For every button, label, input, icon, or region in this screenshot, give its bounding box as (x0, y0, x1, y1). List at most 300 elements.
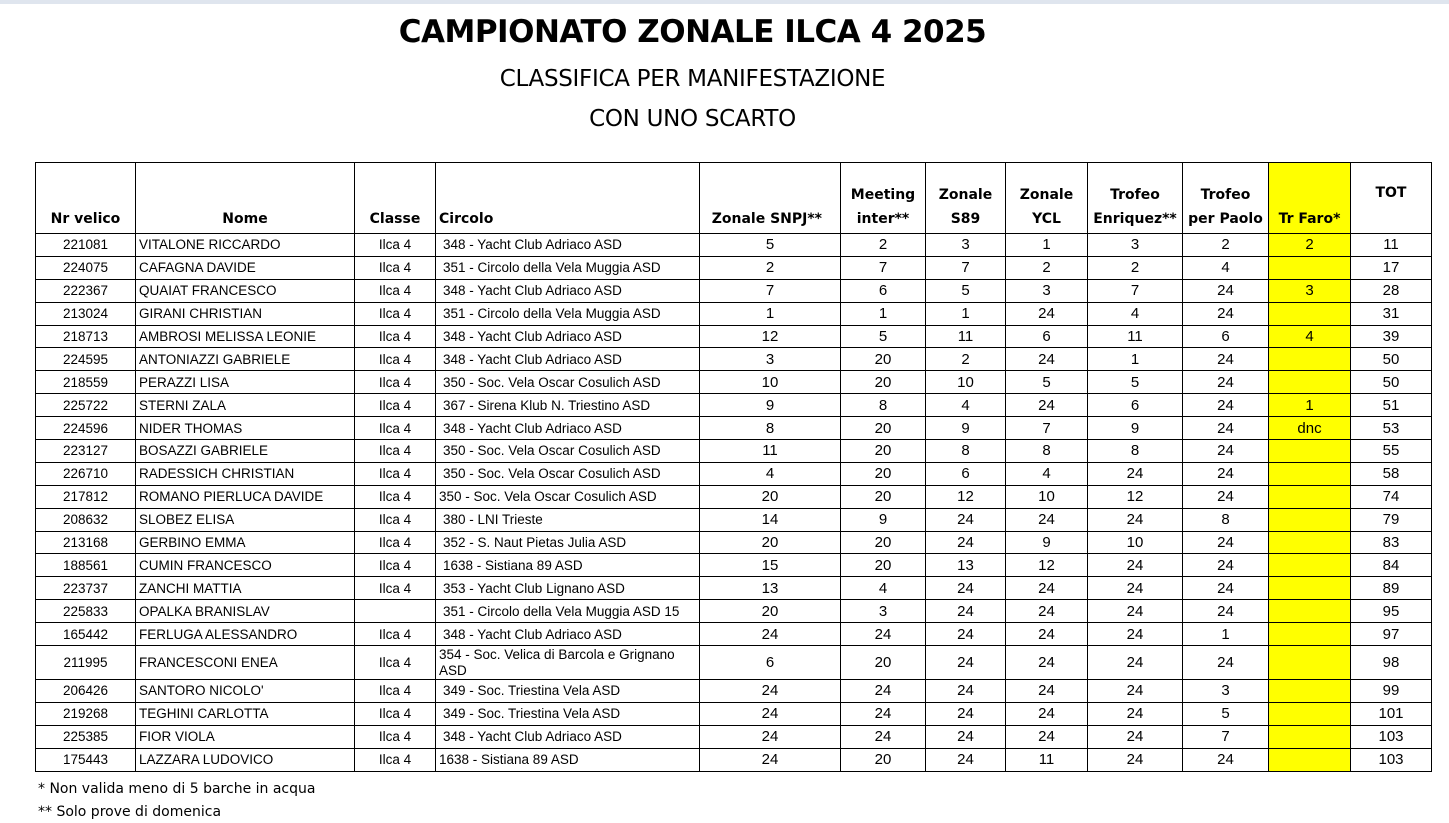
cell-circolo: 348 - Yacht Club Adriaco ASD (436, 623, 700, 646)
cell-trofeo-paolo: 24 (1183, 531, 1269, 554)
cell-zonale-ycl: 8 (1006, 440, 1088, 463)
cell-meeting: 20 (841, 531, 926, 554)
cell-zonale-s89: 13 (926, 554, 1006, 577)
header-meeting-line1: Meeting (850, 187, 916, 203)
cell-trofeo-paolo: 24 (1183, 462, 1269, 485)
cell-tot: 103 (1351, 748, 1432, 771)
cell-circolo: 1638 - Sistiana 89 ASD (436, 748, 700, 771)
cell-circolo: 352 - S. Naut Pietas Julia ASD (436, 531, 700, 554)
cell-nome: ROMANO PIERLUCA DAVIDE (136, 485, 355, 508)
cell-zonale-s89: 3 (926, 234, 1006, 257)
table-row (36, 531, 1432, 554)
cell-classe: Ilca 4 (355, 279, 436, 302)
header-tot: TOT (1351, 163, 1432, 234)
cell-tr-faro (1269, 256, 1351, 279)
cell-zonale-s89: 24 (926, 623, 1006, 646)
cell-nr: 223737 (36, 577, 136, 600)
cell-tot: 55 (1351, 440, 1432, 463)
cell-zonale-ycl: 24 (1006, 725, 1088, 748)
cell-trofeo-paolo: 8 (1183, 508, 1269, 531)
cell-nome: SLOBEZ ELISA (136, 508, 355, 531)
results-table (35, 162, 1432, 772)
cell-trofeo-enriquez: 9 (1088, 417, 1183, 440)
cell-circolo: 348 - Yacht Club Adriaco ASD (436, 417, 700, 440)
top-edge (0, 0, 1449, 4)
cell-zonale-s89: 1 (926, 302, 1006, 325)
header-trofeo-paolo (1183, 163, 1269, 234)
cell-zonale-snpj: 24 (700, 680, 841, 703)
cell-tot: 101 (1351, 702, 1432, 725)
cell-classe: Ilca 4 (355, 508, 436, 531)
cell-trofeo-enriquez: 8 (1088, 440, 1183, 463)
cell-meeting: 20 (841, 417, 926, 440)
cell-zonale-snpj: 14 (700, 508, 841, 531)
cell-zonale-s89: 4 (926, 394, 1006, 417)
cell-tot: 28 (1351, 279, 1432, 302)
cell-tr-faro (1269, 440, 1351, 463)
cell-zonale-s89: 2 (926, 348, 1006, 371)
cell-tr-faro (1269, 748, 1351, 771)
cell-nome: FIOR VIOLA (136, 725, 355, 748)
cell-trofeo-paolo: 6 (1183, 325, 1269, 348)
header-enriquez-line1: Trofeo (1110, 187, 1160, 203)
table-row (36, 234, 1432, 257)
cell-nome: NIDER THOMAS (136, 417, 355, 440)
table-row (36, 600, 1432, 623)
header-ycl-line2: YCL (1032, 211, 1061, 227)
cell-meeting: 1 (841, 302, 926, 325)
cell-zonale-ycl: 10 (1006, 485, 1088, 508)
cell-nr: 217812 (36, 485, 136, 508)
page-title: CAMPIONATO ZONALE ILCA 4 2025 (398, 14, 987, 50)
cell-trofeo-enriquez: 24 (1088, 680, 1183, 703)
header-row (36, 163, 1432, 234)
cell-nr: 221081 (36, 234, 136, 257)
cell-tot: 58 (1351, 462, 1432, 485)
cell-circolo: 349 - Soc. Triestina Vela ASD (436, 702, 700, 725)
cell-tr-faro (1269, 600, 1351, 623)
cell-tot: 97 (1351, 623, 1432, 646)
header-circolo: Circolo (436, 163, 700, 234)
cell-nr: 165442 (36, 623, 136, 646)
cell-tot: 50 (1351, 371, 1432, 394)
header-zonale-ycl (1006, 163, 1088, 234)
cell-nr: 224075 (36, 256, 136, 279)
cell-tr-faro (1269, 531, 1351, 554)
header-meeting (841, 163, 926, 234)
cell-zonale-snpj: 11 (700, 440, 841, 463)
cell-zonale-snpj: 24 (700, 748, 841, 771)
cell-trofeo-paolo: 5 (1183, 702, 1269, 725)
cell-meeting: 8 (841, 394, 926, 417)
cell-zonale-ycl: 24 (1006, 394, 1088, 417)
cell-zonale-snpj: 20 (700, 485, 841, 508)
cell-trofeo-enriquez: 2 (1088, 256, 1183, 279)
cell-tr-faro (1269, 371, 1351, 394)
cell-circolo: 350 - Soc. Vela Oscar Cosulich ASD (436, 440, 700, 463)
cell-circolo: 350 - Soc. Vela Oscar Cosulich ASD (436, 371, 700, 394)
table-row (36, 702, 1432, 725)
cell-trofeo-enriquez: 5 (1088, 371, 1183, 394)
cell-zonale-snpj: 1 (700, 302, 841, 325)
cell-zonale-ycl: 3 (1006, 279, 1088, 302)
cell-zonale-snpj: 10 (700, 371, 841, 394)
cell-classe: Ilca 4 (355, 394, 436, 417)
cell-nome: QUAIAT FRANCESCO (136, 279, 355, 302)
cell-zonale-ycl: 24 (1006, 302, 1088, 325)
header-paolo-line2: per Paolo (1188, 211, 1263, 227)
cell-circolo: 354 - Soc. Velica di Barcola e Grignano ASD (436, 646, 700, 680)
cell-nome: PERAZZI LISA (136, 371, 355, 394)
cell-nr: 223127 (36, 440, 136, 463)
cell-trofeo-paolo: 1 (1183, 623, 1269, 646)
cell-meeting: 2 (841, 234, 926, 257)
cell-trofeo-enriquez: 4 (1088, 302, 1183, 325)
cell-classe: Ilca 4 (355, 440, 436, 463)
table-row (36, 440, 1432, 463)
table-row (36, 680, 1432, 703)
cell-nr: 219268 (36, 702, 136, 725)
cell-nome: GIRANI CHRISTIAN (136, 302, 355, 325)
cell-tr-faro (1269, 508, 1351, 531)
page-subtitle-2: CON UNO SCARTO (589, 106, 796, 132)
cell-zonale-snpj: 13 (700, 577, 841, 600)
cell-tr-faro (1269, 554, 1351, 577)
cell-meeting: 24 (841, 623, 926, 646)
cell-zonale-s89: 7 (926, 256, 1006, 279)
cell-nome: FERLUGA ALESSANDRO (136, 623, 355, 646)
cell-trofeo-enriquez: 1 (1088, 348, 1183, 371)
cell-zonale-s89: 24 (926, 508, 1006, 531)
cell-meeting: 20 (841, 554, 926, 577)
cell-zonale-ycl: 2 (1006, 256, 1088, 279)
table-row (36, 462, 1432, 485)
cell-nome: CAFAGNA DAVIDE (136, 256, 355, 279)
cell-tot: 83 (1351, 531, 1432, 554)
header-zonale-snpj: Zonale SNPJ** (700, 163, 841, 234)
cell-classe (355, 600, 436, 623)
cell-zonale-ycl: 24 (1006, 680, 1088, 703)
header-enriquez-line2: Enriquez** (1093, 211, 1177, 227)
header-classe: Classe (355, 163, 436, 234)
table-row (36, 394, 1432, 417)
cell-tot: 99 (1351, 680, 1432, 703)
cell-meeting: 7 (841, 256, 926, 279)
cell-tr-faro (1269, 623, 1351, 646)
cell-nr: 208632 (36, 508, 136, 531)
cell-tr-faro (1269, 302, 1351, 325)
cell-classe: Ilca 4 (355, 462, 436, 485)
cell-trofeo-paolo: 24 (1183, 485, 1269, 508)
cell-nr: 206426 (36, 680, 136, 703)
table-row (36, 646, 1432, 680)
cell-meeting: 24 (841, 680, 926, 703)
cell-tot: 95 (1351, 600, 1432, 623)
cell-tr-faro: 2 (1269, 234, 1351, 257)
cell-zonale-snpj: 24 (700, 725, 841, 748)
table-row (36, 577, 1432, 600)
footnote-1: * Non valida meno di 5 barche in acqua (38, 781, 316, 797)
cell-zonale-s89: 24 (926, 748, 1006, 771)
cell-tr-faro (1269, 646, 1351, 680)
cell-zonale-ycl: 24 (1006, 646, 1088, 680)
cell-trofeo-enriquez: 24 (1088, 646, 1183, 680)
cell-trofeo-paolo: 24 (1183, 554, 1269, 577)
cell-zonale-ycl: 24 (1006, 348, 1088, 371)
cell-circolo: 350 - Soc. Vela Oscar Cosulich ASD (436, 462, 700, 485)
cell-nr: 213168 (36, 531, 136, 554)
cell-zonale-s89: 24 (926, 531, 1006, 554)
cell-trofeo-paolo: 24 (1183, 302, 1269, 325)
table-row (36, 256, 1432, 279)
cell-tot: 74 (1351, 485, 1432, 508)
cell-nr: 225385 (36, 725, 136, 748)
cell-zonale-snpj: 7 (700, 279, 841, 302)
cell-meeting: 20 (841, 748, 926, 771)
cell-tr-faro (1269, 680, 1351, 703)
cell-zonale-snpj: 2 (700, 256, 841, 279)
cell-meeting: 4 (841, 577, 926, 600)
cell-trofeo-enriquez: 7 (1088, 279, 1183, 302)
cell-zonale-s89: 24 (926, 702, 1006, 725)
cell-tr-faro: 3 (1269, 279, 1351, 302)
cell-zonale-s89: 6 (926, 462, 1006, 485)
table-row (36, 417, 1432, 440)
header-trofeo-enriquez (1088, 163, 1183, 234)
table-row (36, 554, 1432, 577)
cell-tr-faro (1269, 725, 1351, 748)
cell-meeting: 20 (841, 348, 926, 371)
cell-nr: 213024 (36, 302, 136, 325)
cell-trofeo-enriquez: 24 (1088, 577, 1183, 600)
cell-zonale-s89: 24 (926, 577, 1006, 600)
cell-zonale-snpj: 24 (700, 702, 841, 725)
cell-trofeo-paolo: 24 (1183, 748, 1269, 771)
cell-zonale-ycl: 24 (1006, 600, 1088, 623)
cell-tot: 98 (1351, 646, 1432, 680)
table-row (36, 485, 1432, 508)
cell-tr-faro (1269, 485, 1351, 508)
cell-classe: Ilca 4 (355, 680, 436, 703)
cell-circolo: 353 - Yacht Club Lignano ASD (436, 577, 700, 600)
cell-meeting: 20 (841, 646, 926, 680)
cell-nr: 218559 (36, 371, 136, 394)
cell-nome: CUMIN FRANCESCO (136, 554, 355, 577)
cell-tot: 89 (1351, 577, 1432, 600)
cell-nr: 225833 (36, 600, 136, 623)
cell-nr: 224596 (36, 417, 136, 440)
header-paolo-line1: Trofeo (1200, 187, 1251, 203)
cell-nome: VITALONE RICCARDO (136, 234, 355, 257)
cell-trofeo-paolo: 7 (1183, 725, 1269, 748)
header-meeting-line2: inter** (856, 211, 910, 227)
cell-meeting: 9 (841, 508, 926, 531)
cell-trofeo-paolo: 24 (1183, 394, 1269, 417)
cell-zonale-s89: 24 (926, 680, 1006, 703)
cell-circolo: 348 - Yacht Club Adriaco ASD (436, 234, 700, 257)
cell-classe: Ilca 4 (355, 234, 436, 257)
header-tr-faro: Tr Faro* (1269, 163, 1351, 234)
cell-classe: Ilca 4 (355, 485, 436, 508)
cell-zonale-s89: 5 (926, 279, 1006, 302)
cell-circolo: 348 - Yacht Club Adriaco ASD (436, 725, 700, 748)
header-s89-line2: S89 (950, 211, 981, 227)
cell-meeting: 24 (841, 725, 926, 748)
cell-circolo: 348 - Yacht Club Adriaco ASD (436, 325, 700, 348)
cell-nr: 222367 (36, 279, 136, 302)
cell-circolo: 351 - Circolo della Vela Muggia ASD 15 (436, 600, 700, 623)
cell-nome: BOSAZZI GABRIELE (136, 440, 355, 463)
cell-zonale-snpj: 3 (700, 348, 841, 371)
cell-zonale-ycl: 12 (1006, 554, 1088, 577)
cell-trofeo-paolo: 2 (1183, 234, 1269, 257)
cell-trofeo-enriquez: 24 (1088, 462, 1183, 485)
cell-tot: 103 (1351, 725, 1432, 748)
cell-zonale-snpj: 8 (700, 417, 841, 440)
cell-classe: Ilca 4 (355, 417, 436, 440)
cell-zonale-snpj: 24 (700, 623, 841, 646)
table-row (36, 371, 1432, 394)
cell-classe: Ilca 4 (355, 725, 436, 748)
cell-zonale-s89: 9 (926, 417, 1006, 440)
cell-tot: 39 (1351, 325, 1432, 348)
cell-trofeo-paolo: 24 (1183, 279, 1269, 302)
cell-circolo: 349 - Soc. Triestina Vela ASD (436, 680, 700, 703)
cell-nome: SANTORO NICOLO' (136, 680, 355, 703)
cell-classe: Ilca 4 (355, 623, 436, 646)
cell-circolo: 350 - Soc. Vela Oscar Cosulich ASD (436, 485, 700, 508)
cell-tr-faro: 1 (1269, 394, 1351, 417)
cell-zonale-s89: 11 (926, 325, 1006, 348)
cell-circolo: 348 - Yacht Club Adriaco ASD (436, 279, 700, 302)
cell-trofeo-paolo: 24 (1183, 371, 1269, 394)
cell-meeting: 3 (841, 600, 926, 623)
cell-zonale-snpj: 5 (700, 234, 841, 257)
cell-tr-faro: 4 (1269, 325, 1351, 348)
cell-zonale-ycl: 5 (1006, 371, 1088, 394)
cell-trofeo-enriquez: 10 (1088, 531, 1183, 554)
cell-zonale-ycl: 9 (1006, 531, 1088, 554)
cell-trofeo-enriquez: 3 (1088, 234, 1183, 257)
cell-circolo: 351 - Circolo della Vela Muggia ASD (436, 256, 700, 279)
cell-trofeo-enriquez: 12 (1088, 485, 1183, 508)
cell-zonale-snpj: 20 (700, 531, 841, 554)
cell-zonale-s89: 12 (926, 485, 1006, 508)
cell-nome: FRANCESCONI ENEA (136, 646, 355, 680)
header-nr: Nr velico (36, 163, 136, 234)
cell-nome: GERBINO EMMA (136, 531, 355, 554)
cell-nome: TEGHINI CARLOTTA (136, 702, 355, 725)
cell-meeting: 5 (841, 325, 926, 348)
cell-meeting: 20 (841, 462, 926, 485)
cell-tot: 31 (1351, 302, 1432, 325)
header-ycl-line1: Zonale (1019, 187, 1074, 203)
cell-trofeo-paolo: 24 (1183, 646, 1269, 680)
cell-classe: Ilca 4 (355, 531, 436, 554)
cell-tr-faro: dnc (1269, 417, 1351, 440)
cell-trofeo-enriquez: 24 (1088, 508, 1183, 531)
table-row (36, 348, 1432, 371)
cell-classe: Ilca 4 (355, 702, 436, 725)
cell-classe: Ilca 4 (355, 646, 436, 680)
header-s89-line1: Zonale (938, 187, 993, 203)
table-row (36, 508, 1432, 531)
cell-trofeo-paolo: 4 (1183, 256, 1269, 279)
cell-classe: Ilca 4 (355, 348, 436, 371)
cell-trofeo-enriquez: 24 (1088, 702, 1183, 725)
cell-trofeo-enriquez: 6 (1088, 394, 1183, 417)
cell-meeting: 20 (841, 485, 926, 508)
cell-nr: 225722 (36, 394, 136, 417)
cell-meeting: 6 (841, 279, 926, 302)
cell-classe: Ilca 4 (355, 256, 436, 279)
cell-tr-faro (1269, 348, 1351, 371)
cell-zonale-s89: 24 (926, 600, 1006, 623)
cell-classe: Ilca 4 (355, 554, 436, 577)
cell-tr-faro (1269, 577, 1351, 600)
cell-trofeo-paolo: 24 (1183, 600, 1269, 623)
cell-tot: 84 (1351, 554, 1432, 577)
cell-zonale-s89: 10 (926, 371, 1006, 394)
cell-zonale-ycl: 1 (1006, 234, 1088, 257)
cell-zonale-ycl: 24 (1006, 702, 1088, 725)
cell-circolo: 351 - Circolo della Vela Muggia ASD (436, 302, 700, 325)
cell-zonale-snpj: 4 (700, 462, 841, 485)
page-subtitle: CLASSIFICA PER MANIFESTAZIONE (499, 66, 886, 92)
cell-nr: 218713 (36, 325, 136, 348)
cell-nome: ZANCHI MATTIA (136, 577, 355, 600)
cell-zonale-snpj: 15 (700, 554, 841, 577)
cell-tr-faro (1269, 462, 1351, 485)
table-row (36, 725, 1432, 748)
cell-nome: LAZZARA LUDOVICO (136, 748, 355, 771)
cell-trofeo-paolo: 3 (1183, 680, 1269, 703)
cell-tot: 50 (1351, 348, 1432, 371)
cell-trofeo-enriquez: 24 (1088, 748, 1183, 771)
cell-zonale-ycl: 24 (1006, 508, 1088, 531)
cell-zonale-s89: 24 (926, 646, 1006, 680)
cell-nr: 211995 (36, 646, 136, 680)
cell-zonale-snpj: 6 (700, 646, 841, 680)
cell-classe: Ilca 4 (355, 325, 436, 348)
cell-classe: Ilca 4 (355, 302, 436, 325)
cell-zonale-ycl: 11 (1006, 748, 1088, 771)
cell-nome: OPALKA BRANISLAV (136, 600, 355, 623)
results-body (36, 234, 1432, 772)
table-row (36, 325, 1432, 348)
cell-nome: RADESSICH CHRISTIAN (136, 462, 355, 485)
cell-trofeo-enriquez: 24 (1088, 623, 1183, 646)
cell-zonale-ycl: 24 (1006, 577, 1088, 600)
cell-classe: Ilca 4 (355, 371, 436, 394)
cell-nome: ANTONIAZZI GABRIELE (136, 348, 355, 371)
cell-trofeo-enriquez: 24 (1088, 554, 1183, 577)
cell-nr: 175443 (36, 748, 136, 771)
cell-zonale-snpj: 12 (700, 325, 841, 348)
cell-zonale-snpj: 9 (700, 394, 841, 417)
cell-trofeo-enriquez: 24 (1088, 600, 1183, 623)
cell-classe: Ilca 4 (355, 577, 436, 600)
cell-tot: 11 (1351, 234, 1432, 257)
table-row (36, 279, 1432, 302)
header-nome: Nome (136, 163, 355, 234)
table-row (36, 623, 1432, 646)
cell-zonale-ycl: 7 (1006, 417, 1088, 440)
cell-nr: 188561 (36, 554, 136, 577)
cell-trofeo-paolo: 24 (1183, 577, 1269, 600)
cell-trofeo-paolo: 24 (1183, 417, 1269, 440)
cell-trofeo-enriquez: 11 (1088, 325, 1183, 348)
